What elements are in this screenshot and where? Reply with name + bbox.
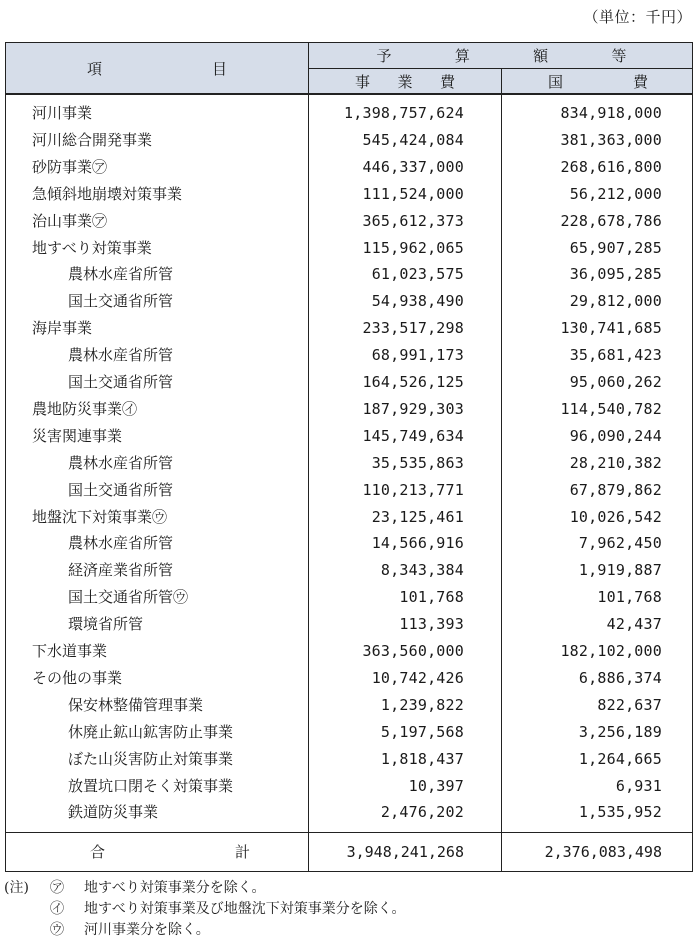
row-project-cost: 23,125,461 (371, 507, 464, 526)
table-header (6, 43, 692, 95)
row-item-name: 国土交通省所管 (68, 292, 174, 311)
table-row (6, 235, 692, 262)
total-national-cost: 2,376,083,498 (544, 843, 662, 861)
row-national-cost: 96,090,244 (569, 426, 662, 445)
total-label (90, 833, 250, 871)
row-item-name: 急傾斜地崩壊対策事業 (32, 184, 183, 203)
row-project-cost: 10,742,426 (371, 668, 464, 687)
row-national-cost: 1,535,952 (578, 803, 662, 822)
row-project-cost: 8,343,384 (380, 561, 464, 580)
row-national-cost: 114,540,782 (560, 399, 662, 418)
row-national-cost: 28,210,382 (569, 453, 662, 472)
row-item-name: 休廃止鉱山鉱害防止事業 (68, 722, 234, 741)
row-national-cost: 1,919,887 (578, 561, 662, 580)
row-project-cost: 1,398,757,624 (344, 104, 464, 122)
row-project-cost: 35,535,863 (371, 453, 464, 472)
table-row (6, 611, 692, 638)
table-row (6, 127, 692, 154)
row-national-cost: 182,102,000 (560, 642, 662, 660)
row-project-cost: 233,517,298 (362, 319, 464, 338)
footnote-mark: ㋒ (50, 922, 64, 938)
row-national-cost: 36,095,285 (569, 265, 662, 284)
row-national-cost: 822,637 (597, 695, 662, 714)
row-national-cost: 35,681,423 (569, 346, 662, 365)
row-project-cost: 115,962,065 (362, 238, 464, 257)
footnote-text: 河川事業分を除く。 (84, 922, 210, 938)
row-item-name: 砂防事業㋐ (32, 157, 108, 176)
table-row (6, 665, 692, 692)
row-project-cost: 1,239,822 (380, 695, 464, 714)
table-row (6, 423, 692, 450)
table-row (6, 504, 692, 531)
row-item-name: 鉄道防災事業 (68, 803, 159, 822)
footnote-text: 地すべり対策事業分を除く。 (84, 880, 266, 896)
row-national-cost: 42,437 (606, 615, 662, 634)
row-project-cost: 101,768 (399, 588, 464, 607)
row-national-cost: 29,812,000 (569, 292, 662, 311)
header-budget-char: 等 (611, 47, 627, 65)
row-national-cost: 381,363,000 (560, 130, 662, 149)
row-project-cost: 5,197,568 (380, 722, 464, 741)
footnote-tag: (注) (4, 880, 29, 896)
row-national-cost: 6,931 (615, 776, 662, 795)
footnote (4, 878, 405, 899)
table-row (6, 799, 692, 826)
footnote-mark: ㋑ (50, 901, 64, 917)
row-national-cost: 228,678,786 (560, 211, 662, 230)
row-project-cost: 61,023,575 (371, 265, 464, 284)
budget-table (5, 42, 693, 872)
row-project-cost: 113,393 (399, 615, 464, 634)
row-national-cost: 7,962,450 (578, 534, 662, 553)
table-row (6, 342, 692, 369)
row-item-name: 農林水産省所管 (68, 346, 174, 365)
row-project-cost: 545,424,084 (362, 130, 464, 149)
row-national-cost: 6,886,374 (578, 668, 662, 687)
row-project-cost: 363,560,000 (362, 642, 464, 660)
table-row (6, 719, 692, 746)
header-project-cost (309, 69, 501, 93)
row-item-name: 地すべり対策事業 (32, 238, 152, 257)
unit-label: （単位：千円） (583, 8, 692, 26)
row-item-name: 国土交通省所管 (68, 373, 174, 391)
table-row (6, 746, 692, 773)
row-project-cost: 10,397 (408, 776, 464, 795)
table-row (6, 584, 692, 611)
row-item-name: 河川総合開発事業 (32, 130, 153, 149)
row-national-cost: 3,256,189 (578, 722, 662, 741)
header-national-cost (502, 69, 694, 93)
header-project-char: 費 (439, 72, 455, 91)
header-national-char: 費 (632, 72, 648, 91)
footnote-text: 地すべり対策事業及び地盤沈下対策事業分を除く。 (84, 901, 406, 917)
row-project-cost: 14,566,916 (371, 534, 464, 553)
header-budget-group (309, 43, 694, 68)
table-row (6, 530, 692, 557)
row-national-cost: 834,918,000 (560, 104, 662, 122)
row-project-cost: 446,337,000 (362, 157, 464, 176)
table-row (6, 154, 692, 181)
row-item-name: 環境省所管 (68, 615, 144, 634)
row-project-cost: 365,612,373 (362, 211, 464, 230)
row-project-cost: 54,938,490 (371, 292, 464, 311)
row-item-name: 下水道事業 (32, 642, 108, 660)
row-item-name: 農林水産省所管 (68, 534, 174, 553)
table-row (6, 100, 692, 127)
table-row (6, 773, 692, 800)
footnotes (4, 878, 405, 941)
footnote (4, 899, 405, 920)
header-national-char: 国 (548, 72, 564, 91)
table-row (6, 692, 692, 719)
row-national-cost: 95,060,262 (569, 373, 662, 391)
row-item-name: 放置坑口閉そく対策事業 (68, 776, 234, 795)
footnote-mark: ㋐ (50, 880, 64, 896)
row-item-name: その他の事業 (32, 668, 123, 687)
row-item-name: 国土交通省所管 (68, 480, 174, 499)
row-national-cost: 10,026,542 (569, 507, 662, 526)
table-row (6, 208, 692, 235)
row-item-name: 経済産業省所管 (68, 561, 174, 580)
table-row (6, 181, 692, 208)
table-row (6, 638, 692, 665)
footnote (4, 920, 405, 941)
row-project-cost: 1,818,437 (380, 749, 464, 768)
table-row (6, 261, 692, 288)
row-item-name: 保安林整備管理事業 (68, 695, 204, 714)
header-item-char: 目 (211, 59, 227, 78)
header-item-char: 項 (87, 59, 103, 78)
row-item-name: 災害関連事業 (32, 426, 123, 445)
row-national-cost: 67,879,862 (569, 480, 662, 499)
row-national-cost: 65,907,285 (569, 238, 662, 257)
row-item-name: 治山事業㋐ (32, 211, 108, 230)
total-label-char: 合 (90, 843, 106, 861)
table-row (6, 288, 692, 315)
row-item-name: 河川事業 (32, 104, 93, 122)
row-project-cost: 164,526,125 (362, 373, 464, 391)
header-budget-char: 算 (454, 47, 470, 65)
header-project-char: 事 (355, 72, 371, 91)
row-item-name: 農林水産省所管 (68, 453, 174, 472)
row-national-cost: 101,768 (597, 588, 662, 607)
table-row (6, 315, 692, 342)
row-item-name: 農林水産省所管 (68, 265, 174, 284)
total-project-cost: 3,948,241,268 (346, 843, 464, 861)
total-label-char: 計 (234, 843, 250, 861)
row-item-name: 農地防災事業㋑ (32, 399, 138, 418)
row-project-cost: 145,749,634 (362, 426, 464, 445)
row-project-cost: 110,213,771 (362, 480, 464, 499)
table-row (6, 450, 692, 477)
header-project-char: 業 (397, 72, 413, 91)
row-national-cost: 1,264,665 (578, 749, 662, 768)
row-item-name: 海岸事業 (32, 319, 93, 338)
row-project-cost: 68,991,173 (371, 346, 464, 365)
row-national-cost: 130,741,685 (560, 319, 662, 338)
row-project-cost: 2,476,202 (380, 803, 464, 822)
row-national-cost: 268,616,800 (560, 157, 662, 176)
row-item-name: 地盤沈下対策事業㋒ (32, 507, 168, 526)
header-item (6, 43, 308, 93)
row-project-cost: 111,524,000 (362, 184, 464, 203)
row-project-cost: 187,929,303 (362, 399, 464, 418)
header-budget-char: 予 (376, 47, 392, 65)
table-row (6, 369, 692, 396)
row-item-name: ぼた山災害防止対策事業 (68, 749, 234, 768)
table-row (6, 477, 692, 504)
row-item-name: 国土交通省所管㋒ (68, 588, 189, 607)
row-national-cost: 56,212,000 (569, 184, 662, 203)
table-row (6, 396, 692, 423)
table-row (6, 557, 692, 584)
total-row (6, 832, 692, 871)
header-budget-char: 額 (533, 47, 549, 65)
